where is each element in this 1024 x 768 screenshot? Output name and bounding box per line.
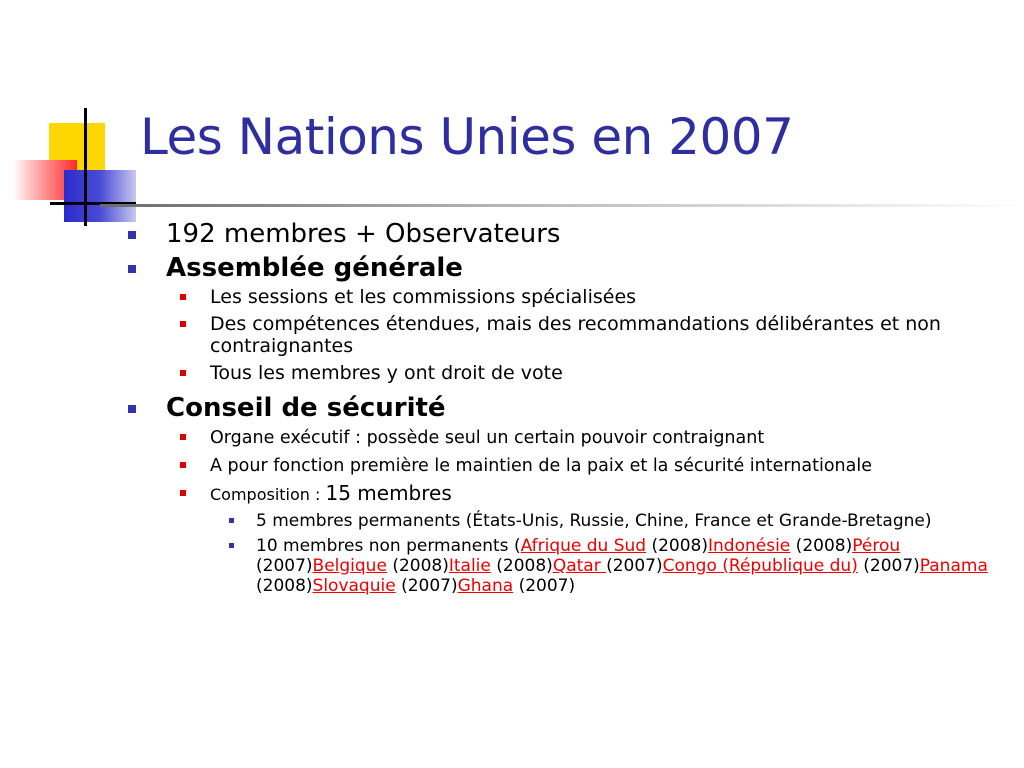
- composition-value: 15 membres: [325, 481, 452, 505]
- sub-bullet-text: Tous les membres y ont droit de vote: [210, 362, 563, 384]
- member-link[interactable]: Qatar: [552, 556, 607, 576]
- sub-bullet-text: Organe exécutif : possède seul un certain pouvoir contraignant: [210, 428, 765, 448]
- member-link[interactable]: Panama: [919, 556, 988, 576]
- sub-bullet-text: A pour fonction première le maintien de la paix et la sécurité internationale: [210, 456, 872, 476]
- member-link[interactable]: Italie: [448, 556, 491, 576]
- sub-bullet: [128, 426, 1008, 449]
- member-year: (2008): [790, 536, 853, 556]
- sub-sub-bullet: [128, 511, 1008, 531]
- small-square-bullet-icon: [229, 543, 234, 548]
- title-divider: [100, 204, 1024, 207]
- bullet-members: [128, 218, 1008, 250]
- member-link[interactable]: Ghana: [457, 576, 514, 596]
- sub-bullet: [128, 362, 1008, 384]
- member-link[interactable]: Slovaquie: [312, 576, 396, 596]
- member-link[interactable]: Belgique: [312, 556, 387, 576]
- red-bullet-icon: [180, 321, 186, 327]
- member-link[interactable]: Pérou: [852, 536, 901, 556]
- member-link[interactable]: Indonésie: [708, 536, 791, 556]
- bullet-general-assembly: [128, 252, 1008, 284]
- sub-bullet: [128, 286, 1008, 308]
- red-bullet-icon: [180, 462, 186, 468]
- bullet-security-council: [128, 392, 1008, 424]
- bullet-text: Conseil de sécurité: [166, 393, 446, 423]
- member-year: (2008): [256, 576, 313, 596]
- member-year: (2007): [606, 556, 663, 576]
- sub-bullet-composition: [128, 482, 1008, 506]
- member-year: (2007): [513, 576, 576, 596]
- logo-vertical-line: [84, 108, 87, 226]
- permanent-members-text: 5 membres permanents (États-Unis, Russie, Chine, France et Grande-Bretagne): [256, 511, 932, 531]
- member-link[interactable]: Congo (République du): [662, 556, 858, 576]
- slide-title: Les Nations Unies en 2007: [140, 108, 794, 166]
- member-year: (2007): [857, 556, 920, 576]
- slide-body: [128, 218, 1008, 601]
- square-bullet-icon: [128, 265, 136, 273]
- sub-bullet-text: Les sessions et les commissions spécialisées: [210, 286, 637, 308]
- red-bullet-icon: [180, 294, 186, 300]
- square-bullet-icon: [128, 405, 136, 413]
- composition-label: Composition :: [210, 485, 326, 504]
- bullet-text: 192 membres + Observateurs: [166, 219, 561, 249]
- blue-square-icon: [64, 170, 136, 222]
- red-bullet-icon: [180, 490, 186, 496]
- member-year: (2007): [395, 576, 458, 596]
- member-year: (2008): [386, 556, 449, 576]
- red-bullet-icon: [180, 434, 186, 440]
- non-permanent-prefix: 10 membres non permanents (: [256, 536, 521, 556]
- member-year: (2007): [256, 556, 313, 576]
- square-bullet-icon: [128, 231, 136, 239]
- bullet-text: Assemblée générale: [166, 253, 463, 283]
- sub-bullet: [128, 454, 1008, 477]
- sub-bullet-text: Des compétences étendues, mais des recommandations délibérantes et non contraignantes: [210, 313, 941, 357]
- red-bullet-icon: [180, 370, 186, 376]
- member-year: (2008): [490, 556, 553, 576]
- small-square-bullet-icon: [229, 518, 234, 523]
- member-link[interactable]: Afrique du Sud: [520, 536, 647, 556]
- sub-sub-bullet: [128, 536, 1008, 596]
- sub-bullet: [128, 313, 1008, 357]
- member-year: (2008): [646, 536, 709, 556]
